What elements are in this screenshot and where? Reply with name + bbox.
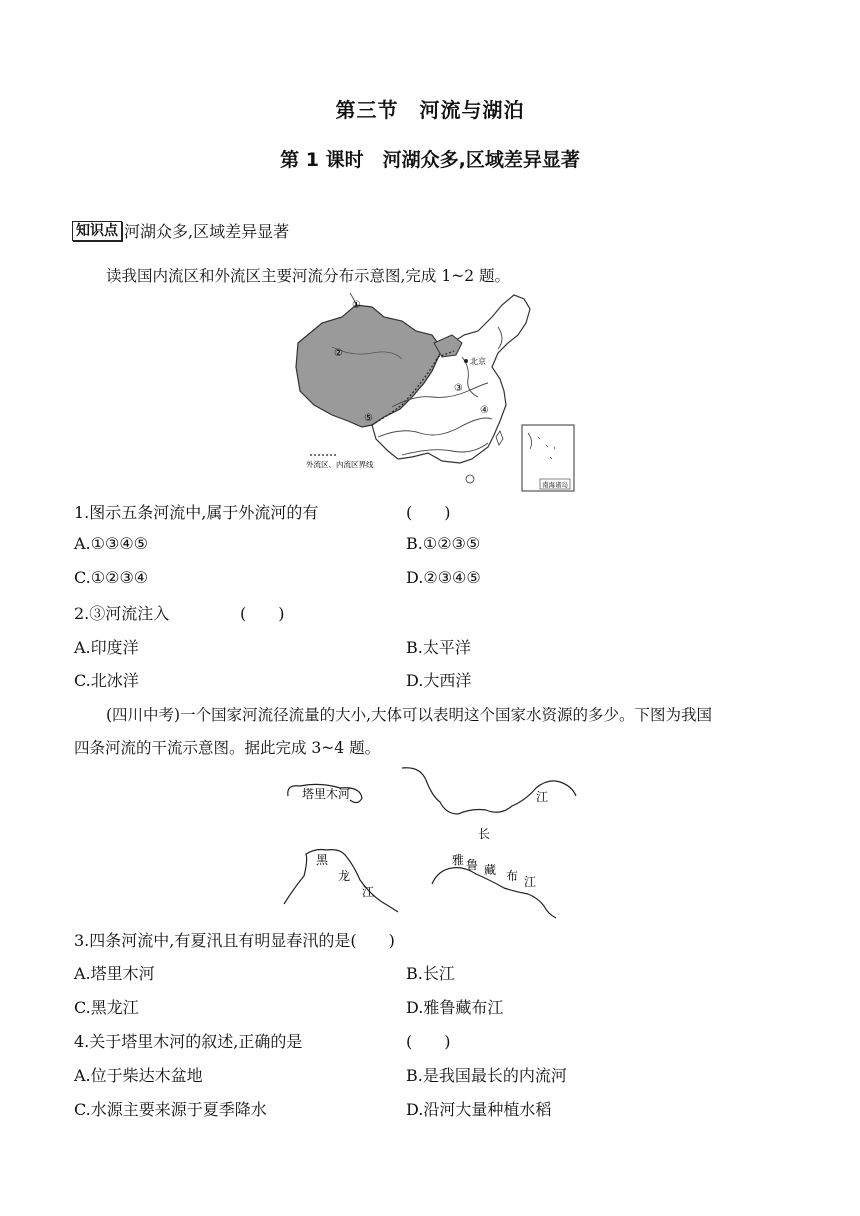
map-label-3: ③: [454, 383, 463, 394]
beijing-label: 北京: [470, 357, 486, 366]
question-3-option-c[interactable]: C.黑龙江: [74, 998, 139, 1017]
yarlung-label-3: 藏: [484, 863, 497, 877]
section-title: 第三节 河流与湖泊: [335, 98, 525, 122]
question-1-option-d[interactable]: D.②③④⑤: [406, 568, 481, 587]
question-2-option-c[interactable]: C.北冰洋: [74, 671, 139, 690]
changjiang-label-2: 江: [536, 790, 549, 804]
lesson-title: 第 1 课时 河湖众多,区域差异显著: [280, 149, 580, 171]
question-2-option-b[interactable]: B.太平洋: [406, 638, 471, 657]
question-4-option-c[interactable]: C.水源主要来源于夏季降水: [74, 1100, 267, 1119]
question-1-paren: ( ): [406, 503, 451, 522]
intro-questions-3-4-line1: (四川中考)一个国家河流径流量的大小,大体可以表明这个国家水资源的多少。下图为我国: [106, 706, 713, 724]
map-label-5: ⑤: [364, 413, 373, 424]
hainan-shape: [466, 475, 474, 483]
question-2-paren: ( ): [240, 604, 285, 623]
map-label-4: ④: [480, 405, 489, 416]
question-3-stem: 3.四条河流中,有夏汛且有明显春汛的是( ): [74, 931, 395, 950]
yarlung-label-5: 江: [524, 875, 537, 889]
beijing-marker-icon: [464, 359, 468, 363]
yarlung-label-4: 布: [506, 869, 519, 883]
question-3-option-a[interactable]: A.塔里木河: [74, 964, 155, 983]
heilongjiang-label-2: 龙: [338, 869, 351, 883]
knowledge-point-badge: 知识点: [72, 221, 122, 241]
china-river-map: [292, 287, 580, 493]
question-2-option-a[interactable]: A.印度洋: [74, 638, 139, 657]
four-rivers-figure: [280, 762, 590, 920]
question-3-option-d[interactable]: D.雅鲁藏布江: [406, 998, 504, 1017]
taiwan-shape: [496, 431, 503, 445]
heilongjiang-label-1: 黑: [316, 853, 329, 867]
yarlung-label-2: 鲁: [466, 858, 479, 872]
question-2-option-d[interactable]: D.大西洋: [406, 671, 472, 690]
intro-questions-1-2: 读我国内流区和外流区主要河流分布示意图,完成 1~2 题。: [106, 267, 510, 285]
inset-label: 南海诸岛: [542, 481, 568, 489]
question-4-option-b[interactable]: B.是我国最长的内流河: [406, 1066, 567, 1085]
changjiang-label-1: 长: [478, 827, 491, 841]
question-1-option-a[interactable]: A.①③④⑤: [74, 534, 149, 553]
heilongjiang-label-3: 江: [362, 885, 375, 899]
tarim-label: 塔里木河: [302, 787, 351, 801]
question-4-paren: ( ): [406, 1032, 451, 1051]
question-4-stem: 4.关于塔里木河的叙述,正确的是: [74, 1032, 303, 1051]
question-1-option-c[interactable]: C.①②③④: [74, 568, 149, 587]
question-3-option-b[interactable]: B.长江: [406, 964, 455, 983]
map-label-1: ①: [352, 300, 361, 311]
question-2-stem: 2.③河流注入: [74, 604, 170, 623]
question-4-option-d[interactable]: D.沿河大量种植水稻: [406, 1100, 552, 1119]
question-1-stem: 1.图示五条河流中,属于外流河的有: [74, 503, 319, 522]
question-4-option-a[interactable]: A.位于柴达木盆地: [74, 1066, 203, 1085]
question-1-option-b[interactable]: B.①②③⑤: [406, 534, 481, 553]
intro-questions-3-4-line2: 四条河流的干流示意图。据此完成 3~4 题。: [74, 739, 381, 757]
knowledge-point-text: 河湖众多,区域差异显著: [124, 222, 290, 241]
knowledge-point-heading: [72, 219, 289, 242]
map-legend-text: 外流区、内流区界线: [306, 460, 374, 469]
yarlung-label-1: 雅: [452, 853, 465, 867]
changjiang-river-line: [402, 768, 576, 814]
map-label-2: ②: [334, 348, 343, 359]
